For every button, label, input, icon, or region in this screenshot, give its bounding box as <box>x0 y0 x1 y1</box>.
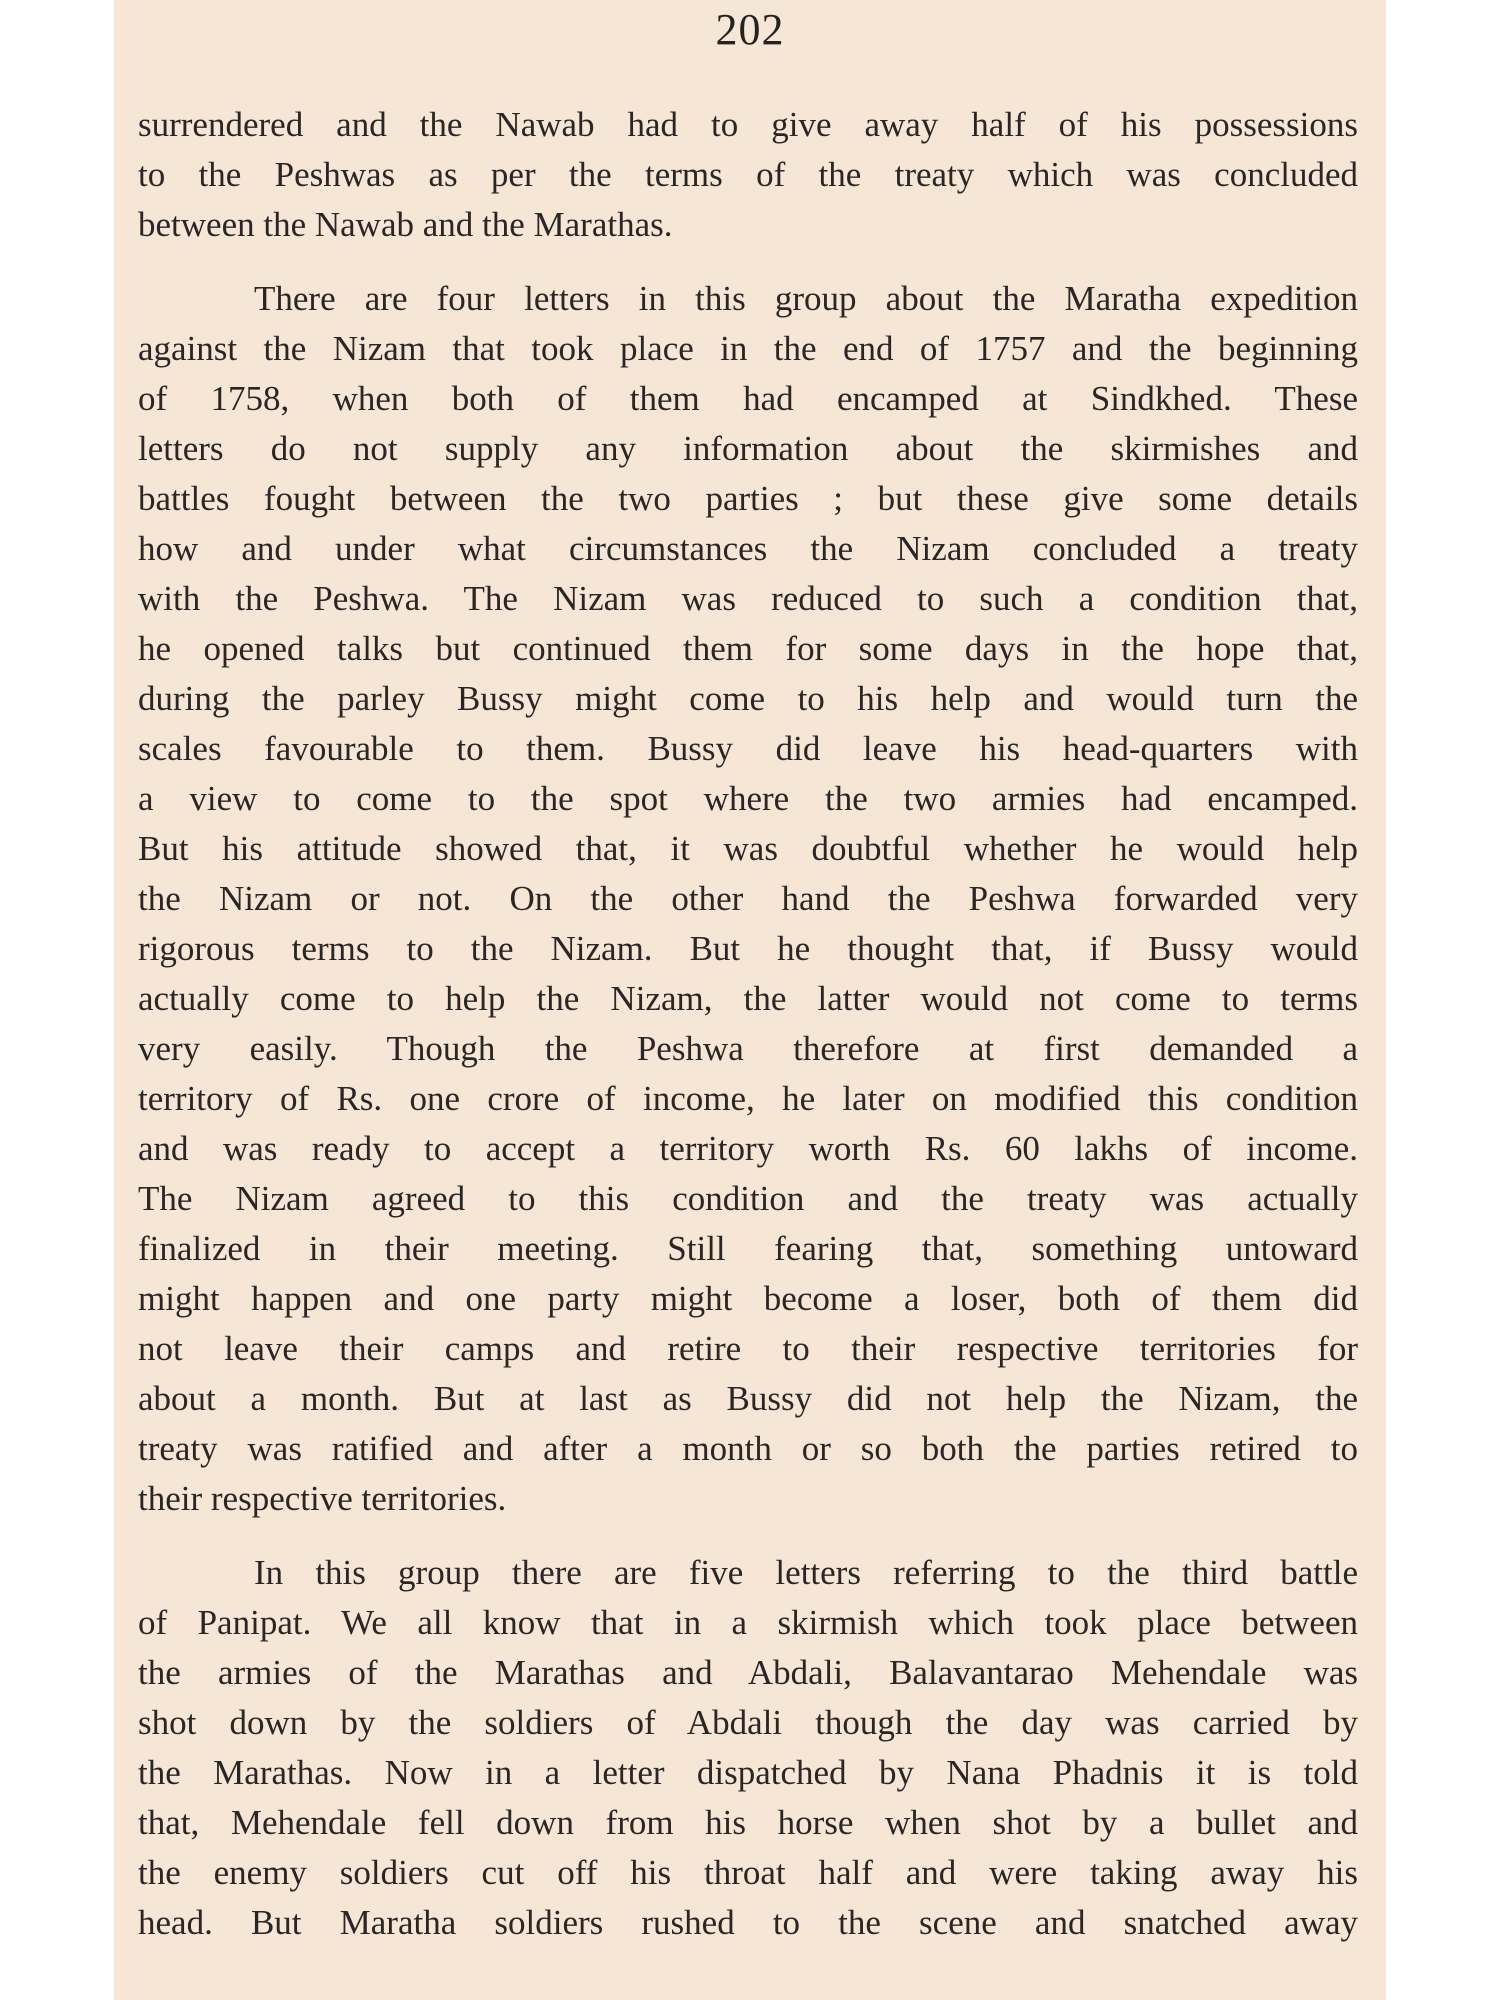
text-line: the Marathas. Now in a letter dispatched by Nana Phadnis it is told <box>138 1753 1358 1792</box>
text-line: scales favourable to them. Bussy did leave his head-quarters with <box>138 729 1358 768</box>
text-line: about a month. But at last as Bussy did not help the Nizam, the <box>138 1379 1358 1418</box>
text-line: a view to come to the spot where the two armies had encamped. <box>138 779 1358 818</box>
text-line: actually come to help the Nizam, the latter would not come to terms <box>138 979 1358 1018</box>
text-line: he opened talks but continued them for some days in the hope that, <box>138 629 1358 668</box>
paragraph-3 <box>138 1548 1358 1948</box>
text-line: In this group there are five letters referring to the third battle <box>254 1553 1358 1592</box>
text-line: of 1758, when both of them had encamped at Sindkhed. These <box>138 379 1358 418</box>
text-line: surrendered and the Nawab had to give away half of his possessions <box>138 105 1358 144</box>
text-line: treaty was ratified and after a month or so both the parties retired to <box>138 1429 1358 1468</box>
paragraph-1 <box>138 100 1358 250</box>
page-number: 202 <box>715 5 785 54</box>
body-text <box>138 100 1358 1948</box>
text-line: not leave their camps and retire to their respective territories for <box>138 1329 1358 1368</box>
text-line: during the parley Bussy might come to his help and would turn the <box>138 679 1358 718</box>
paragraph-2 <box>138 274 1358 1524</box>
text-line: There are four letters in this group about the Maratha expedition <box>254 279 1358 318</box>
text-line: letters do not supply any information about the skirmishes and <box>138 429 1358 468</box>
text-line: But his attitude showed that, it was doubtful whether he would help <box>138 829 1358 868</box>
text-line: the enemy soldiers cut off his throat half and were taking away his <box>138 1853 1358 1892</box>
text-line: against the Nizam that took place in the end of 1757 and the beginning <box>138 329 1358 368</box>
text-line: The Nizam agreed to this condition and the treaty was actually <box>138 1179 1358 1218</box>
text-line: that, Mehendale fell down from his horse when shot by a bullet and <box>138 1803 1358 1842</box>
text-line: territory of Rs. one crore of income, he later on modified this condition <box>138 1079 1358 1118</box>
text-line: very easily. Though the Peshwa therefore at first demanded a <box>138 1029 1358 1068</box>
text-line: how and under what circumstances the Nizam concluded a treaty <box>138 529 1358 568</box>
text-line: of Panipat. We all know that in a skirmish which took place between <box>138 1603 1358 1642</box>
text-line: shot down by the soldiers of Abdali though the day was carried by <box>138 1703 1358 1742</box>
text-line: the Nizam or not. On the other hand the Peshwa forwarded very <box>138 879 1358 918</box>
text-line: finalized in their meeting. Still fearing that, something untoward <box>138 1229 1358 1268</box>
text-line: and was ready to accept a territory worth Rs. 60 lakhs of income. <box>138 1129 1358 1168</box>
text-line: head. But Maratha soldiers rushed to the scene and snatched away <box>138 1903 1358 1942</box>
text-line: their respective territories. <box>138 1479 507 1518</box>
text-line: with the Peshwa. The Nizam was reduced to such a condition that, <box>138 579 1358 618</box>
text-line: to the Peshwas as per the terms of the treaty which was concluded <box>138 155 1358 194</box>
book-page <box>114 0 1386 2000</box>
text-line: between the Nawab and the Marathas. <box>138 205 673 244</box>
text-line: battles fought between the two parties ; but these give some details <box>138 479 1358 518</box>
text-line: might happen and one party might become a loser, both of them did <box>138 1279 1358 1318</box>
text-line: the armies of the Marathas and Abdali, Balavantarao Mehendale was <box>138 1653 1358 1692</box>
text-line: rigorous terms to the Nizam. But he thought that, if Bussy would <box>138 929 1358 968</box>
